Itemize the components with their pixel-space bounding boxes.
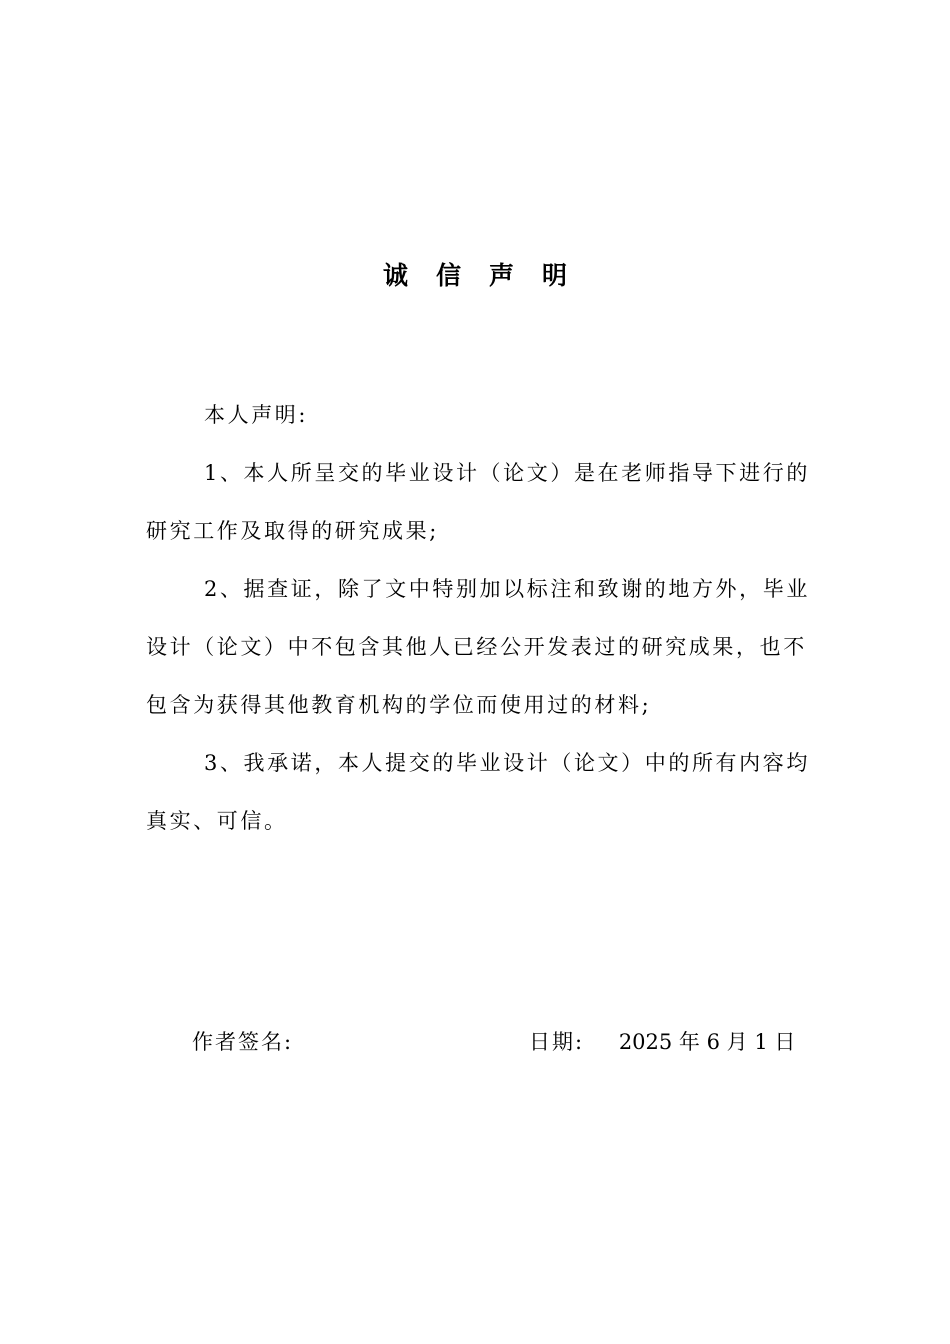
declaration-body	[146, 386, 810, 850]
declaration-item-1: 1、本人所呈交的毕业设计（论文）是在老师指导下进行的研究工作及取得的研究成果;	[146, 461, 810, 543]
declaration-item-3: 3、我承诺，本人提交的毕业设计（论文）中的所有内容均真实、可信。	[146, 751, 810, 833]
declaration-item-2: 2、据查证，除了文中特别加以标注和致谢的地方外，毕业设计（论文）中不包含其他人已经公开发表过的研究成果，也不包含为获得其他教育机构的学位而使用过的材料;	[146, 577, 810, 717]
page-title: 诚信声明	[382, 261, 595, 290]
declaration-intro: 本人声明:	[204, 403, 309, 427]
date-value: 2025 年 6 月 1 日	[618, 1030, 796, 1054]
signature-row	[0, 1022, 950, 1062]
date-label: 日期:	[529, 1030, 585, 1054]
author-signature-label: 作者签名:	[192, 1030, 294, 1054]
date-block	[529, 1022, 795, 1062]
